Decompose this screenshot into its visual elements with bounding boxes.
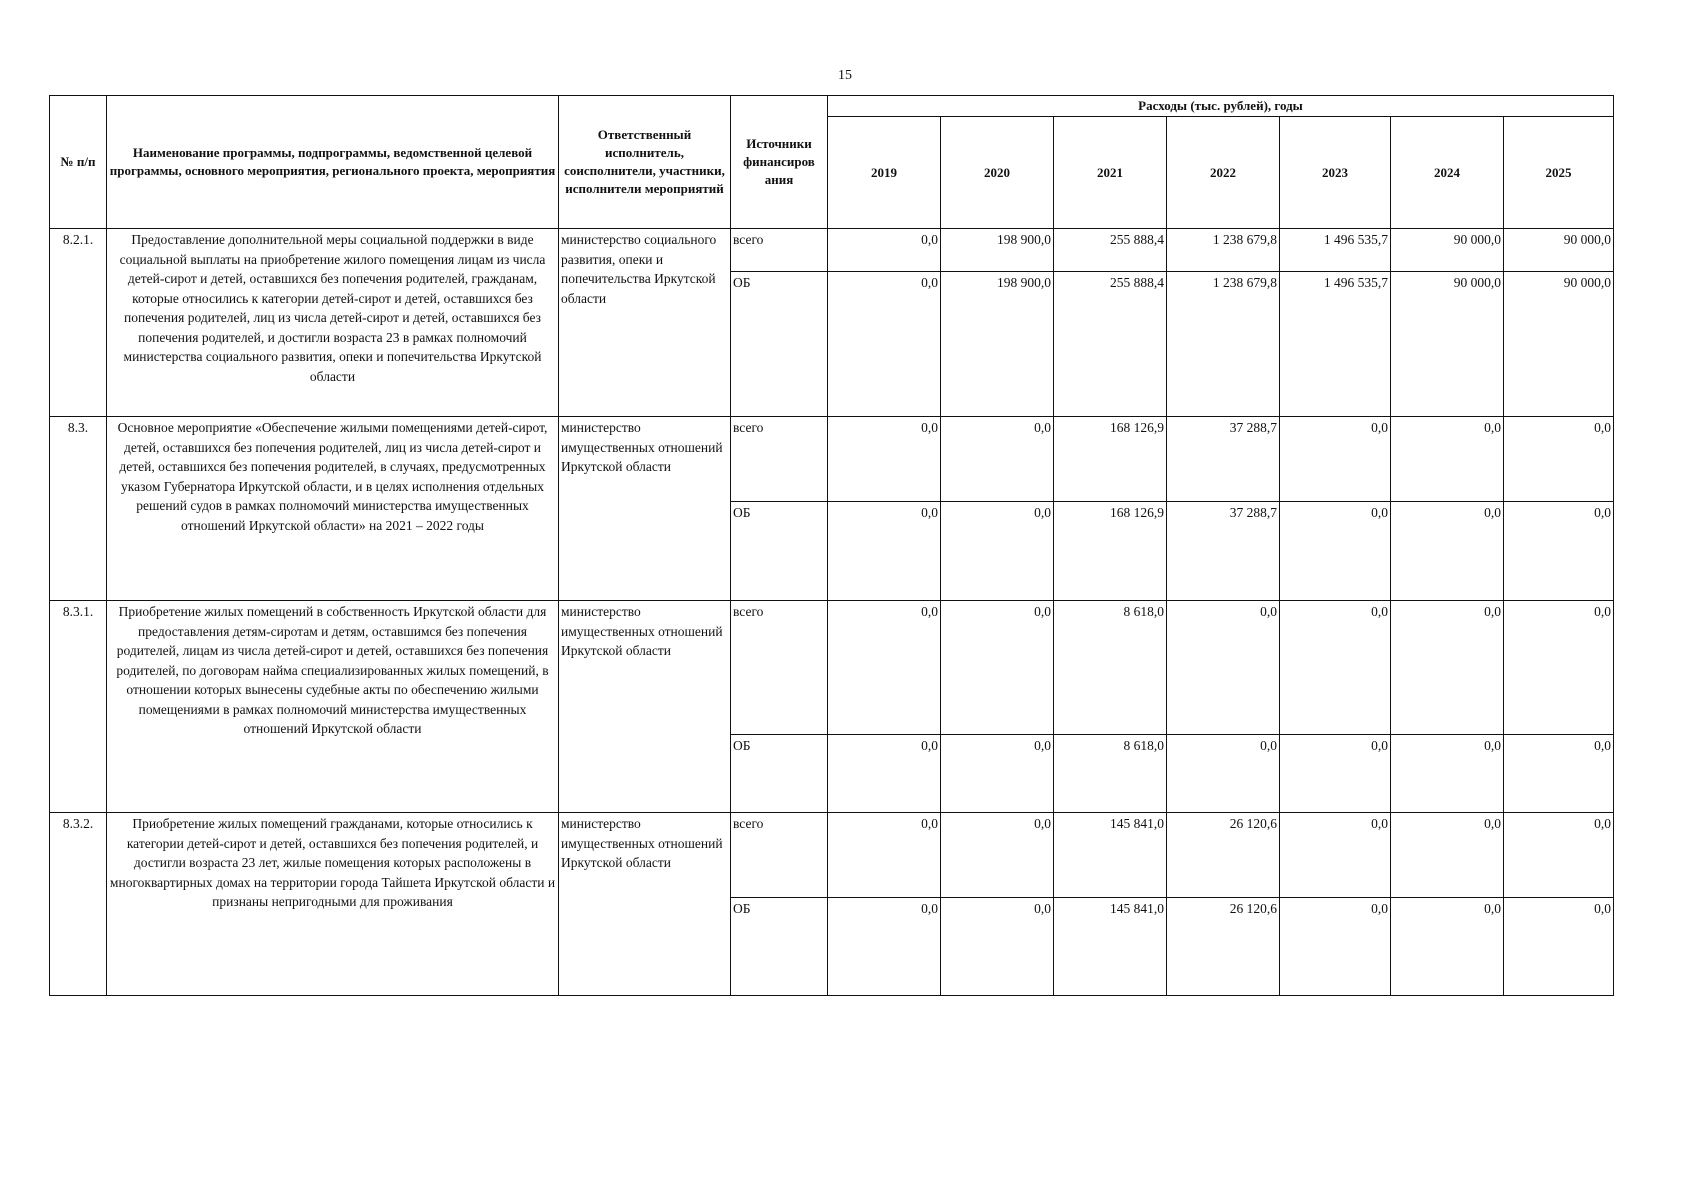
value-cell: 1 238 679,8 [1167,229,1280,272]
value-cell: 26 120,6 [1167,898,1280,996]
value-cell: 255 888,4 [1054,229,1167,272]
value-cell: 145 841,0 [1054,898,1167,996]
value-cell: 0,0 [1391,417,1504,502]
value-cell: 0,0 [828,898,941,996]
row-name: Приобретение жилых помещений в собственность Иркутской области для предоставления детям-сиротам и детям, оставшимся без попечения родителей, лицам из числа детей-сирот и детей, оставшихся без попечения родителей, по договорам найма специализированных жилых помещений, в отношении которых вынесены судебные акты по обеспечению жилыми помещениями в рамках полномочий министерства имущественных отношений Иркутской области [107,601,559,813]
value-cell: 90 000,0 [1504,272,1614,417]
value-cell: 0,0 [1280,813,1391,898]
value-cell: 0,0 [1167,601,1280,735]
value-cell: 90 000,0 [1504,229,1614,272]
row-executor: министерство имущественных отношений Иркутской области [559,601,731,813]
value-cell: 0,0 [828,601,941,735]
value-cell: 255 888,4 [1054,272,1167,417]
table-row [50,417,1614,502]
row-name: Основное мероприятие «Обеспечение жилыми помещениями детей-сирот, детей, оставшихся без попечения родителей, лиц из числа детей-сирот и детей, оставшихся без попечения родителей, в случаях, предусмотренных указом Губернатора Иркутской области, и в целях исполнения отдельных решений судов в рамках полномочий министерства имущественных отношений Иркутской области» на 2021 – 2022 годы [107,417,559,601]
value-cell: 0,0 [1280,601,1391,735]
table-row [50,229,1614,272]
table-row [50,601,1614,735]
source-label: всего [731,229,828,272]
header-year: 2021 [1054,117,1167,229]
value-cell: 0,0 [1391,735,1504,813]
header-year: 2024 [1391,117,1504,229]
source-label: ОБ [731,502,828,601]
value-cell: 0,0 [828,735,941,813]
row-number: 8.3.1. [50,601,107,813]
row-number: 8.3. [50,417,107,601]
header-year: 2022 [1167,117,1280,229]
value-cell: 145 841,0 [1054,813,1167,898]
value-cell: 0,0 [1280,898,1391,996]
value-cell: 0,0 [1504,502,1614,601]
row-number: 8.2.1. [50,229,107,417]
value-cell: 198 900,0 [941,229,1054,272]
value-cell: 37 288,7 [1167,502,1280,601]
source-label: всего [731,813,828,898]
row-name: Приобретение жилых помещений гражданами, которые относились к категории детей-сирот и детей, оставшихся без попечения родителей, и достигли возраста 23 лет, жилые помещения которых расположены в многоквартирных домах на территории города Тайшета Иркутской области и признаны непригодными для проживания [107,813,559,996]
header-name: Наименование программы, подпрограммы, ведомственной целевой программы, основного мероприятия, регионального проекта, мероприятия [107,96,559,229]
value-cell: 1 496 535,7 [1280,272,1391,417]
value-cell: 0,0 [828,272,941,417]
source-label: всего [731,601,828,735]
budget-table [49,95,1614,996]
row-name: Предоставление дополнительной меры социальной поддержки в виде социальной выплаты на приобретение жилого помещения лицам из числа детей-сирот и детей, оставшихся без попечения родителей, гражданам, которые относились к категории детей-сирот и детей, оставшихся без попечения родителей, лиц из числа детей-сирот и детей, оставшихся без попечения родителей, и достигли возраста 23 в рамках полномочий министерства социального развития, опеки и попечительства Иркутской области [107,229,559,417]
header-num: № п/п [50,96,107,229]
value-cell: 90 000,0 [1391,272,1504,417]
value-cell: 0,0 [941,417,1054,502]
value-cell: 0,0 [1391,601,1504,735]
value-cell: 0,0 [828,813,941,898]
value-cell: 0,0 [1504,898,1614,996]
value-cell: 0,0 [1280,502,1391,601]
row-executor: министерство имущественных отношений Иркутской области [559,417,731,601]
value-cell: 37 288,7 [1167,417,1280,502]
value-cell: 0,0 [941,813,1054,898]
value-cell: 0,0 [941,898,1054,996]
value-cell: 26 120,6 [1167,813,1280,898]
table-row [50,813,1614,898]
value-cell: 0,0 [1504,813,1614,898]
value-cell: 0,0 [828,502,941,601]
source-label: ОБ [731,272,828,417]
source-label: ОБ [731,735,828,813]
value-cell: 0,0 [1391,502,1504,601]
value-cell: 0,0 [941,601,1054,735]
value-cell: 0,0 [941,502,1054,601]
header-expenses: Расходы (тыс. рублей), годы [828,96,1614,117]
value-cell: 0,0 [1391,813,1504,898]
value-cell: 0,0 [1504,417,1614,502]
value-cell: 8 618,0 [1054,601,1167,735]
value-cell: 90 000,0 [1391,229,1504,272]
value-cell: 0,0 [1167,735,1280,813]
value-cell: 0,0 [1280,417,1391,502]
row-number: 8.3.2. [50,813,107,996]
value-cell: 0,0 [828,229,941,272]
value-cell: 0,0 [1391,898,1504,996]
value-cell: 0,0 [828,417,941,502]
value-cell: 0,0 [1504,735,1614,813]
value-cell: 168 126,9 [1054,417,1167,502]
source-label: всего [731,417,828,502]
value-cell: 0,0 [1504,601,1614,735]
value-cell: 198 900,0 [941,272,1054,417]
value-cell: 168 126,9 [1054,502,1167,601]
header-executor: Ответственный исполнитель, соисполнители, участники, исполнители мероприятий [559,96,731,229]
value-cell: 0,0 [941,735,1054,813]
row-executor: министерство имущественных отношений Иркутской области [559,813,731,996]
header-year: 2025 [1504,117,1614,229]
header-year: 2020 [941,117,1054,229]
header-year: 2023 [1280,117,1391,229]
value-cell: 0,0 [1280,735,1391,813]
row-executor: министерство социального развития, опеки и попечительства Иркутской области [559,229,731,417]
value-cell: 8 618,0 [1054,735,1167,813]
header-year: 2019 [828,117,941,229]
value-cell: 1 496 535,7 [1280,229,1391,272]
page-number: 15 [838,68,852,83]
value-cell: 1 238 679,8 [1167,272,1280,417]
source-label: ОБ [731,898,828,996]
header-source: Источники финансиров ания [731,96,828,229]
